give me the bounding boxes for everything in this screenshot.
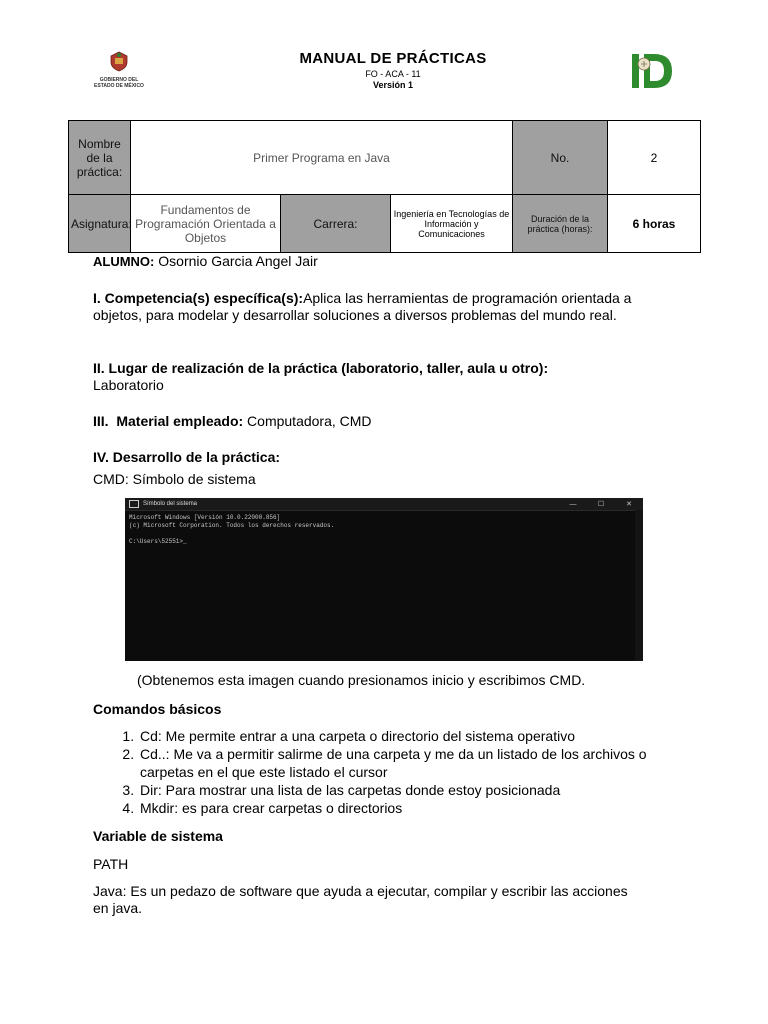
console-line-2: (c) Microsoft Corporation. Todos los derechos reservados. [129, 522, 335, 529]
console-line-1: Microsoft Windows [Versión 10.0.22000.856] [129, 514, 281, 521]
desarrollo-intro: CMD: Símbolo de sistema [93, 471, 256, 487]
lugar-section [93, 360, 693, 394]
desarrollo-label: IV. Desarrollo de la práctica: [93, 449, 281, 465]
list-item: 1. Cd: Me permite entrar a una carpeta o directorio del sistema operativo [138, 727, 698, 745]
list-item: 4. Mkdir: es para crear carpetas o directorios [138, 799, 698, 817]
subject-value: Fundamentos de Programación Orientada a Objetos [131, 195, 281, 253]
desarrollo-section [93, 449, 693, 488]
lugar-value: Laboratorio [93, 377, 164, 393]
cmd-console-output [125, 511, 643, 549]
cmd-screenshot [125, 498, 643, 661]
material-label: III. Material empleado: [93, 413, 244, 429]
minimize-icon: — [569, 500, 577, 508]
maximize-icon: ☐ [597, 501, 605, 508]
career-value: Ingeniería en Tecnologías de Información y Comunicaciones [391, 195, 513, 253]
cmd-scrollbar [635, 510, 643, 661]
practice-name-value: Primer Programa en Java [131, 121, 513, 195]
competencia-label: I. Competencia(s) específica(s): [93, 290, 304, 306]
list-item: 2. Cd..: Me va a permitir salirme de una carpeta y me da un listado de los archivos o carpetas en el que este listado el cursor [138, 745, 698, 781]
material-value: Computadora, CMD [247, 413, 372, 429]
practice-name-label: Nombre de la práctica: [69, 121, 131, 195]
student-label: ALUMNO: [93, 254, 155, 269]
competencia-text: Aplica las herramientas de programación orientada a objetos, para modelar y desarrollar soluciones a diversos problemas del mundo real. [93, 290, 632, 323]
document-code: FO - ACA - 11 [365, 69, 421, 79]
image-caption: (Obtenemos esta imagen cuando presionamos inicio y escribimos CMD. [137, 672, 586, 688]
estado-de-mexico-logo [88, 50, 150, 92]
java-paragraph: Java: Es un pedazo de software que ayuda a ejecutar, compilar y escribir las acciones en java. [93, 883, 628, 916]
duration-value: 6 horas [608, 195, 701, 253]
document-title: MANUAL DE PRÁCTICAS [299, 50, 487, 67]
practice-number-value: 2 [608, 121, 701, 195]
practice-info-table [68, 120, 701, 253]
student-name: Osornio Garcia Angel Jair [158, 253, 318, 269]
cmd-window-title: Símbolo del sistema [143, 501, 198, 507]
logo-caption-line1: GOBIERNO DEL [99, 77, 139, 83]
subject-label: Asignatura: [69, 195, 131, 253]
tecnologico-logo [630, 50, 676, 92]
practice-number-label: No. [513, 121, 608, 195]
comandos-list [95, 727, 698, 817]
terminal-icon [129, 500, 139, 508]
competencia-paragraph [93, 290, 678, 324]
material-line [93, 413, 693, 430]
student-line [93, 253, 693, 270]
logo-caption-line2: ESTADO DE MÉXICO [94, 83, 144, 89]
comandos-heading: Comandos básicos [93, 701, 222, 717]
institution-logo-icon [630, 50, 676, 92]
cmd-titlebar [125, 498, 643, 511]
path-text: PATH [93, 856, 129, 872]
variable-heading: Variable de sistema [93, 828, 223, 844]
coat-of-arms-icon [108, 50, 130, 72]
console-prompt: C:\Users\52551>_ [129, 538, 187, 545]
document-version: Versión 1 [372, 80, 414, 90]
list-item: 3. Dir: Para mostrar una lista de las carpetas donde estoy posicionada [138, 781, 698, 799]
close-icon: ✕ [626, 501, 632, 508]
duration-label: Duración de la práctica (horas): [513, 195, 608, 253]
career-label: Carrera: [281, 195, 391, 253]
lugar-label: II. Lugar de realización de la práctica (laboratorio, taller, aula u otro): [93, 360, 549, 376]
